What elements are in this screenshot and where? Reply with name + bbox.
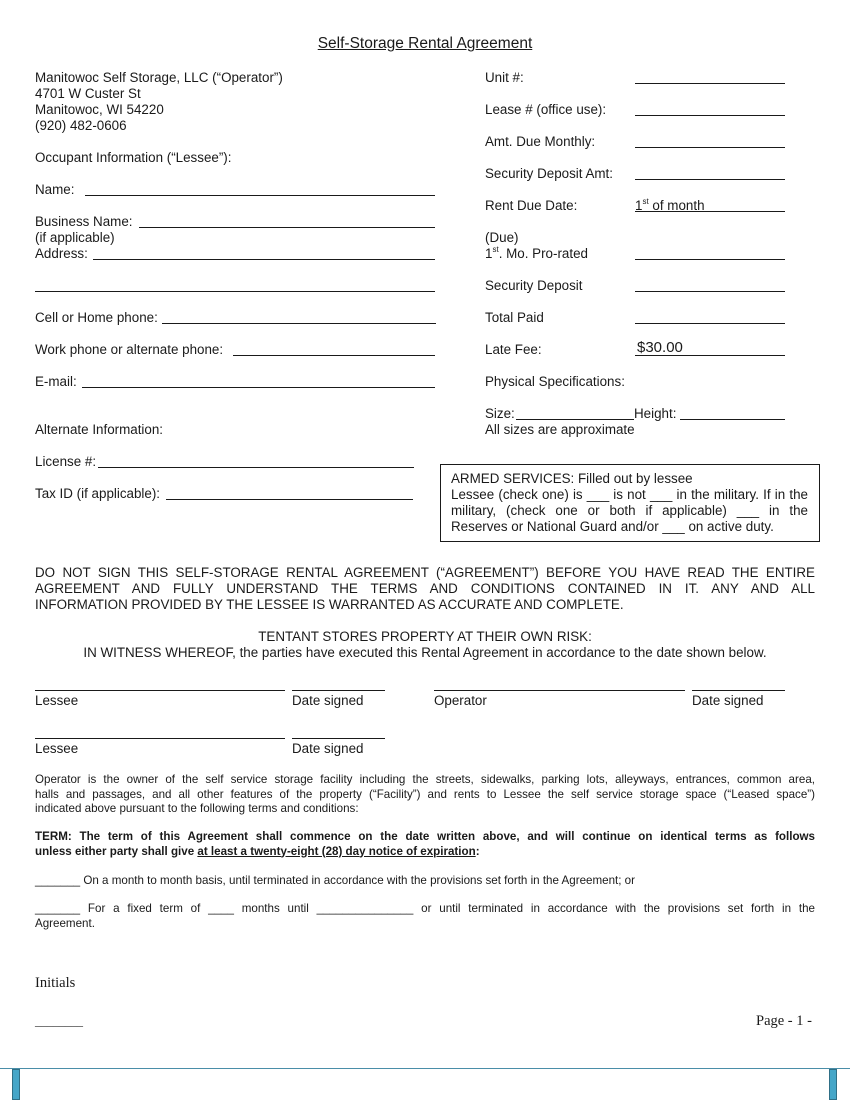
first-month-prorated-field[interactable] bbox=[635, 259, 785, 260]
operator-signature-label: Operator bbox=[434, 693, 487, 708]
rent-due-date-label: Rent Due Date: bbox=[485, 198, 578, 213]
license-field[interactable] bbox=[98, 467, 414, 468]
lease-label: Lease # (office use): bbox=[485, 102, 607, 117]
alternate-info-heading: Alternate Information: bbox=[35, 422, 164, 437]
facility-line-2: halls and passages, and all other features of the property (“Facility”) and rents to Lessee the self service storage space (“Leased space”) bbox=[35, 787, 815, 801]
license-label: License #: bbox=[35, 454, 97, 469]
term-line-1: TERM: The term of this Agreement shall commence on the date written above, and will continue on identical terms as follows bbox=[35, 830, 815, 843]
rent-due-num: 1 bbox=[635, 198, 643, 213]
armed-services-content bbox=[451, 471, 808, 535]
business-name-field[interactable] bbox=[139, 227, 435, 228]
size-field[interactable] bbox=[516, 419, 634, 420]
security-deposit-label: Security Deposit bbox=[485, 278, 583, 293]
facility-paragraph bbox=[35, 773, 815, 817]
term-notice-underlined: at least a twenty-eight (28) day notice of expiration bbox=[197, 844, 476, 858]
size-label: Size: bbox=[485, 406, 515, 421]
warning-notice bbox=[35, 565, 815, 613]
term-line-2-suffix: : bbox=[475, 844, 480, 858]
lessee-label-2: Lessee bbox=[35, 741, 79, 756]
cell-home-phone-label: Cell or Home phone: bbox=[35, 310, 158, 325]
armed-services-text: Lessee (check one) is ___ is not ___ in the military. If in the military, (check one or both if applicable) ___ in the Reserves or National Guard and/or ___ on active duty. bbox=[451, 487, 808, 534]
sizes-approximate-note: All sizes are approximate bbox=[485, 422, 635, 437]
facility-line-3: indicated above pursuant to the following terms and conditions: bbox=[35, 802, 359, 815]
occupant-heading: Occupant Information (“Lessee”): bbox=[35, 150, 232, 165]
option-fixed-term[interactable] bbox=[35, 902, 815, 931]
first-mo-sup: st bbox=[492, 245, 499, 254]
if-applicable-note: (if applicable) bbox=[35, 230, 115, 245]
operator-city: Manitowoc, WI 54220 bbox=[35, 102, 164, 117]
security-deposit-amt-label: Security Deposit Amt: bbox=[485, 166, 614, 181]
date-signed-label-1: Date signed bbox=[292, 693, 364, 708]
document-title: Self-Storage Rental Agreement bbox=[317, 35, 533, 52]
footer-rule bbox=[0, 1068, 850, 1069]
facility-line-1: Operator is the owner of the self service storage facility including the streets, sidewalks, parking lots, alleyways, entrances, common area, bbox=[35, 773, 815, 786]
lessee-date-line-1[interactable] bbox=[292, 690, 385, 691]
warning-line-3: INFORMATION PROVIDED BY THE LESSEE IS WARRANTED AS ACCURATE AND COMPLETE. bbox=[35, 597, 624, 612]
security-deposit-field[interactable] bbox=[635, 291, 785, 292]
amt-due-monthly-field[interactable] bbox=[635, 147, 785, 148]
first-month-prorated-label bbox=[485, 246, 588, 261]
rent-due-rest: of month bbox=[648, 198, 705, 213]
total-paid-label: Total Paid bbox=[485, 310, 544, 325]
due-label: (Due) bbox=[485, 230, 519, 245]
option-fixed-term-line-2: Agreement. bbox=[35, 916, 95, 930]
lessee-date-line-2[interactable] bbox=[292, 738, 385, 739]
email-field[interactable] bbox=[82, 387, 435, 388]
operator-signature-line[interactable] bbox=[434, 690, 685, 691]
option-fixed-term-line-1: _______ For a fixed term of ____ months until _______________ or until terminated in accordance with the provisions set forth in the bbox=[35, 902, 815, 915]
warning-line-1: DO NOT SIGN THIS SELF-STORAGE RENTAL AGREEMENT (“AGREEMENT”) BEFORE YOU HAVE READ THE ENTIRE bbox=[35, 565, 815, 580]
security-deposit-amt-field[interactable] bbox=[635, 179, 785, 180]
term-line-2 bbox=[35, 845, 815, 860]
unit-label: Unit #: bbox=[485, 70, 524, 85]
tax-id-field[interactable] bbox=[166, 499, 413, 500]
date-signed-label-2: Date signed bbox=[292, 741, 364, 756]
lessee-signature-line-1[interactable] bbox=[35, 690, 285, 691]
height-label: Height: bbox=[634, 406, 677, 421]
term-paragraph bbox=[35, 830, 815, 859]
operator-street: 4701 W Custer St bbox=[35, 86, 141, 101]
footer-bar-left bbox=[12, 1069, 20, 1100]
address-field[interactable] bbox=[93, 259, 435, 260]
operator-name: Manitowoc Self Storage, LLC (“Operator”) bbox=[35, 70, 283, 85]
initials-field[interactable]: ________ bbox=[35, 1014, 83, 1028]
footer-bar-right bbox=[829, 1069, 837, 1100]
total-paid-field[interactable] bbox=[635, 323, 785, 324]
work-phone-field[interactable] bbox=[233, 355, 435, 356]
risk-notice: TENTANT STORES PROPERTY AT THEIR OWN RISK: bbox=[258, 629, 592, 644]
armed-services-heading: ARMED SERVICES: Filled out by lessee bbox=[451, 471, 693, 486]
unit-field[interactable] bbox=[635, 83, 785, 84]
lease-field[interactable] bbox=[635, 115, 785, 116]
option-month-to-month-text: _______ On a month to month basis, until terminated in accordance with the provisions set forth in the Agreement; or bbox=[35, 874, 635, 887]
rent-due-sup: st bbox=[642, 197, 649, 206]
lessee-signature-line-2[interactable] bbox=[35, 738, 285, 739]
cell-home-phone-field[interactable] bbox=[162, 323, 436, 324]
armed-services-box bbox=[440, 464, 820, 542]
operator-phone: (920) 482-0606 bbox=[35, 118, 127, 133]
option-month-to-month[interactable] bbox=[35, 874, 815, 889]
first-mo-num: 1 bbox=[485, 246, 493, 261]
height-field[interactable] bbox=[680, 419, 785, 420]
lessee-label-1: Lessee bbox=[35, 693, 79, 708]
operator-date-line[interactable] bbox=[692, 690, 785, 691]
witness-statement: IN WITNESS WHEREOF, the parties have executed this Rental Agreement in accordance to the date shown below. bbox=[83, 645, 767, 660]
late-fee-field[interactable] bbox=[635, 355, 785, 356]
page-number: Page - 1 - bbox=[756, 1013, 812, 1029]
warning-line-2: AGREEMENT AND FULLY UNDERSTAND THE TERMS AND CONDITIONS CONTAINED IN IT. ANY AND ALL bbox=[35, 581, 815, 596]
address-label: Address: bbox=[35, 246, 88, 261]
initials-label: Initials bbox=[35, 975, 76, 991]
tax-id-label: Tax ID (if applicable): bbox=[35, 486, 161, 501]
date-signed-label-operator: Date signed bbox=[692, 693, 764, 708]
email-label: E-mail: bbox=[35, 374, 77, 389]
business-name-label: Business Name: bbox=[35, 214, 133, 229]
physical-specs-heading: Physical Specifications: bbox=[485, 374, 625, 389]
term-line-2-prefix: unless either party shall give bbox=[35, 844, 198, 858]
name-field[interactable] bbox=[85, 195, 435, 196]
rent-due-date-field[interactable] bbox=[635, 211, 785, 212]
name-label: Name: bbox=[35, 182, 75, 197]
first-mo-rest: . Mo. Pro-rated bbox=[498, 246, 588, 261]
amt-due-monthly-label: Amt. Due Monthly: bbox=[485, 134, 596, 149]
late-fee-label: Late Fee: bbox=[485, 342, 542, 357]
late-fee-value: $30.00 bbox=[637, 339, 683, 356]
work-phone-label: Work phone or alternate phone: bbox=[35, 342, 224, 357]
address-line-2-field[interactable] bbox=[35, 291, 435, 292]
